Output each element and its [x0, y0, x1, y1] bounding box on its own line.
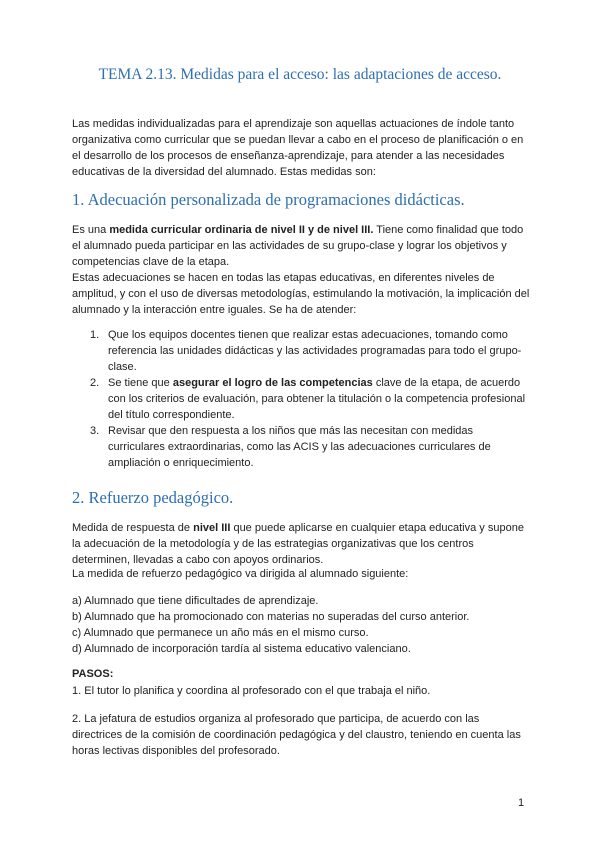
target-item-c: c) Alumnado que permanece un año más en el mismo curso.: [72, 627, 369, 639]
intro-paragraph: Las medidas individualizadas para el aprendizaje son aquellas actuaciones de índole tanto organizativa como curricular que se puedan llevar a cabo en el proceso de planificación o en el desarrollo de los procesos de enseñanza-aprendizaje, para atender a las necesidades educativas de la diversidad del alumnado. Estas medidas son:: [72, 118, 524, 178]
section1-heading: 1. Adecuación personalizada de programaciones didácticas.: [72, 190, 465, 209]
section1-list: [90, 327, 530, 471]
list-item-number: 1.: [90, 329, 100, 341]
target-item-b: b) Alumnado que ha promocionado con materias no superadas del curso anterior.: [72, 611, 470, 623]
section1-paragraph1: [72, 222, 532, 270]
list-item-bold: asegurar el logro de las competencias: [172, 377, 373, 389]
section2-heading: 2. Refuerzo pedagógico.: [72, 488, 234, 507]
section1-paragraph2: Estas adecuaciones se hacen en todas las etapas educativas, en diferentes niveles de amplitud, y con el uso de diversas metodologías, estimulando la motivación, la implicación del alumnado y la interacción entre iguales. Se ha de atender:: [72, 272, 530, 316]
list-item: [90, 375, 530, 423]
section2-paragraph2: La medida de refuerzo pedagógico va dirigida al alumnado siguiente:: [72, 568, 409, 580]
list-item-number: 3.: [90, 425, 100, 437]
list-item-text: Se tiene que: [108, 377, 173, 389]
page-number: 1: [518, 797, 525, 809]
list-item: [90, 327, 530, 375]
list-item-number: 2.: [90, 377, 100, 389]
paso-1: 1. El tutor lo planifica y coordina al profesorado con el que trabaja el niño.: [72, 685, 431, 697]
section1-p1-bold: medida curricular ordinaria de nivel II y de nivel III.: [109, 224, 374, 236]
target-item-a: a) Alumnado que tiene dificultades de aprendizaje.: [72, 595, 319, 607]
section2-p1-post: que puede aplicarse en cualquier etapa educativa y supone la adecuación de la metodología y de las estrategias organizativas que los centros determinen, llevadas a cabo con apoyos ordinarios.: [72, 522, 524, 566]
target-item-d: d) Alumnado de incorporación tardía al sistema educativo valenciano.: [72, 643, 411, 655]
section1-p1-post: Tiene como finalidad que todo el alumnado pueda participar en las actividades de su grupo-clase y lograr los objetivos y competencias clave de la etapa.: [72, 224, 524, 268]
section2-p1-pre: Medida de respuesta de: [72, 522, 194, 534]
section2-p1-bold: nivel III: [193, 522, 231, 534]
list-item-text-post: clave de la etapa, de acuerdo con los criterios de evaluación, para obtener la titulación o la competencia profesional del título correspondiente.: [108, 377, 526, 421]
section1-p1-pre: Es una: [72, 224, 110, 236]
list-item-text: Que los equipos docentes tienen que realizar estas adecuaciones, tomando como referencia las unidades didácticas y las actividades programadas para todo el grupo-clase.: [108, 329, 522, 373]
document-title: TEMA 2.13. Medidas para el acceso: las adaptaciones de acceso.: [98, 66, 502, 83]
paso-2: 2. La jefatura de estudios organiza al profesorado que participa, de acuerdo con las directrices de la comisión de coordinación pedagógica y del claustro, teniendo en cuenta las horas lectivas disponibles del profesorado.: [72, 713, 521, 757]
list-item: [90, 423, 530, 471]
list-item-text: Revisar que den respuesta a los niños que más las necesitan con medidas curriculares extraordinarias, como las ACIS y las adecuaciones curriculares de ampliación o enriquecimiento.: [108, 425, 491, 469]
pasos-label: PASOS:: [72, 668, 114, 680]
section2-paragraph1: [72, 520, 532, 568]
